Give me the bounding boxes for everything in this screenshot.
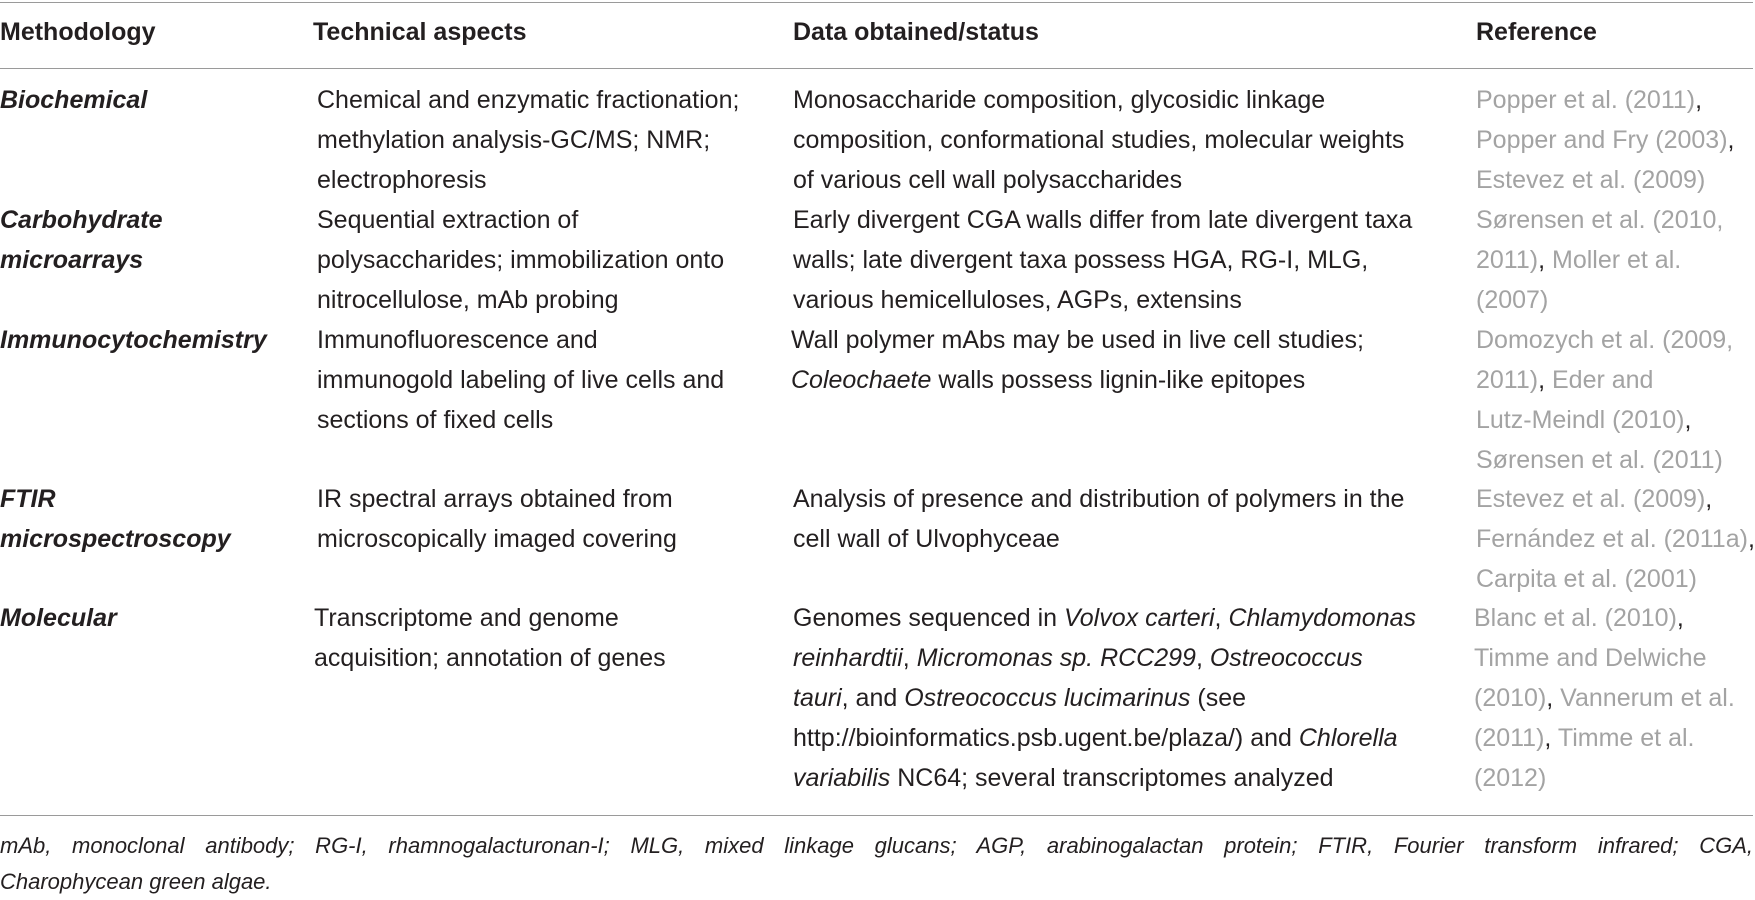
row-carbohydrate-reference: Sørensen et al. (2010, 2011), Moller et al. (2007)	[1476, 206, 1724, 314]
top-rule	[0, 2, 1753, 3]
row-molecular-methodology: Molecular	[0, 604, 117, 632]
header-rule	[0, 68, 1753, 69]
row-ftir-data: Analysis of presence and distribution of polymers in the cell wall of Ulvophyceae	[793, 485, 1405, 553]
row-biochemical-data: Monosaccharide composition, glycosidic linkage composition, conformational studies, molecular weights of various cell wall polysaccharides	[793, 86, 1405, 194]
row-biochemical-technical: Chemical and enzymatic fractionation; methylation analysis-GC/MS; NMR; electrophoresis	[317, 86, 740, 194]
row-ftir-methodology: FTIR microspectroscopy	[0, 485, 231, 553]
row-biochemical-reference: Popper et al. (2011), Popper and Fry (2003), Estevez et al. (2009)	[1476, 86, 1735, 194]
table-footnote: mAb, monoclonal antibody; RG-I, rhamnogalacturonan-I; MLG, mixed linkage glucans; AGP, arabinogalactan protein; FTIR, Fourier transform infrared; CGA, Charophycean green algae.	[0, 833, 1753, 894]
row-carbohydrate-methodology: Carbohydrate microarrays	[0, 206, 163, 274]
header-data-obtained: Data obtained/status	[793, 18, 1039, 46]
row-carbohydrate-data: Early divergent CGA walls differ from late divergent taxa walls; late divergent taxa possess HGA, RG-I, MLG, various hemicelluloses, AGPs, extensins	[793, 206, 1413, 314]
row-ftir-technical: IR spectral arrays obtained from microscopically imaged covering	[317, 485, 677, 553]
row-molecular-reference: Blanc et al. (2010), Timme and Delwiche (2010), Vannerum et al. (2011), Timme et al. (2012)	[1474, 604, 1735, 792]
row-immunocytochemistry-data: Wall polymer mAbs may be used in live cell studies; Coleochaete walls possess lignin-like epitopes	[791, 326, 1364, 394]
row-molecular-technical: Transcriptome and genome acquisition; annotation of genes	[314, 604, 666, 672]
row-immunocytochemistry-methodology: Immunocytochemistry	[0, 326, 267, 354]
row-biochemical-methodology: Biochemical	[0, 86, 148, 114]
bottom-rule	[0, 815, 1753, 816]
row-ftir-reference: Estevez et al. (2009), Fernández et al. (2011a), Carpita et al. (2001)	[1476, 485, 1755, 593]
header-technical-aspects: Technical aspects	[313, 18, 527, 46]
header-methodology: Methodology	[0, 18, 156, 46]
row-immunocytochemistry-technical: Immunofluorescence and immunogold labeling of live cells and sections of fixed cells	[317, 326, 725, 434]
header-reference: Reference	[1476, 18, 1597, 46]
row-molecular-data: Genomes sequenced in Volvox carteri, Chlamydomonas reinhardtii, Micromonas sp. RCC299, Ostreococcus tauri, and Ostreococcus lucimarinus (see http://bioinformatics.psb.ugent.be/plaza/) and Chlorella variabilis NC64; several transcriptomes analyzed	[793, 604, 1417, 792]
row-carbohydrate-technical: Sequential extraction of polysaccharides; immobilization onto nitrocellulose, mAb probing	[317, 206, 725, 314]
row-immunocytochemistry-reference: Domozych et al. (2009, 2011), Eder and Lutz-Meindl (2010), Sørensen et al. (2011)	[1476, 326, 1734, 474]
plaza-url: http://bioinformatics.psb.ugent.be/plaza/) and	[793, 724, 1292, 752]
